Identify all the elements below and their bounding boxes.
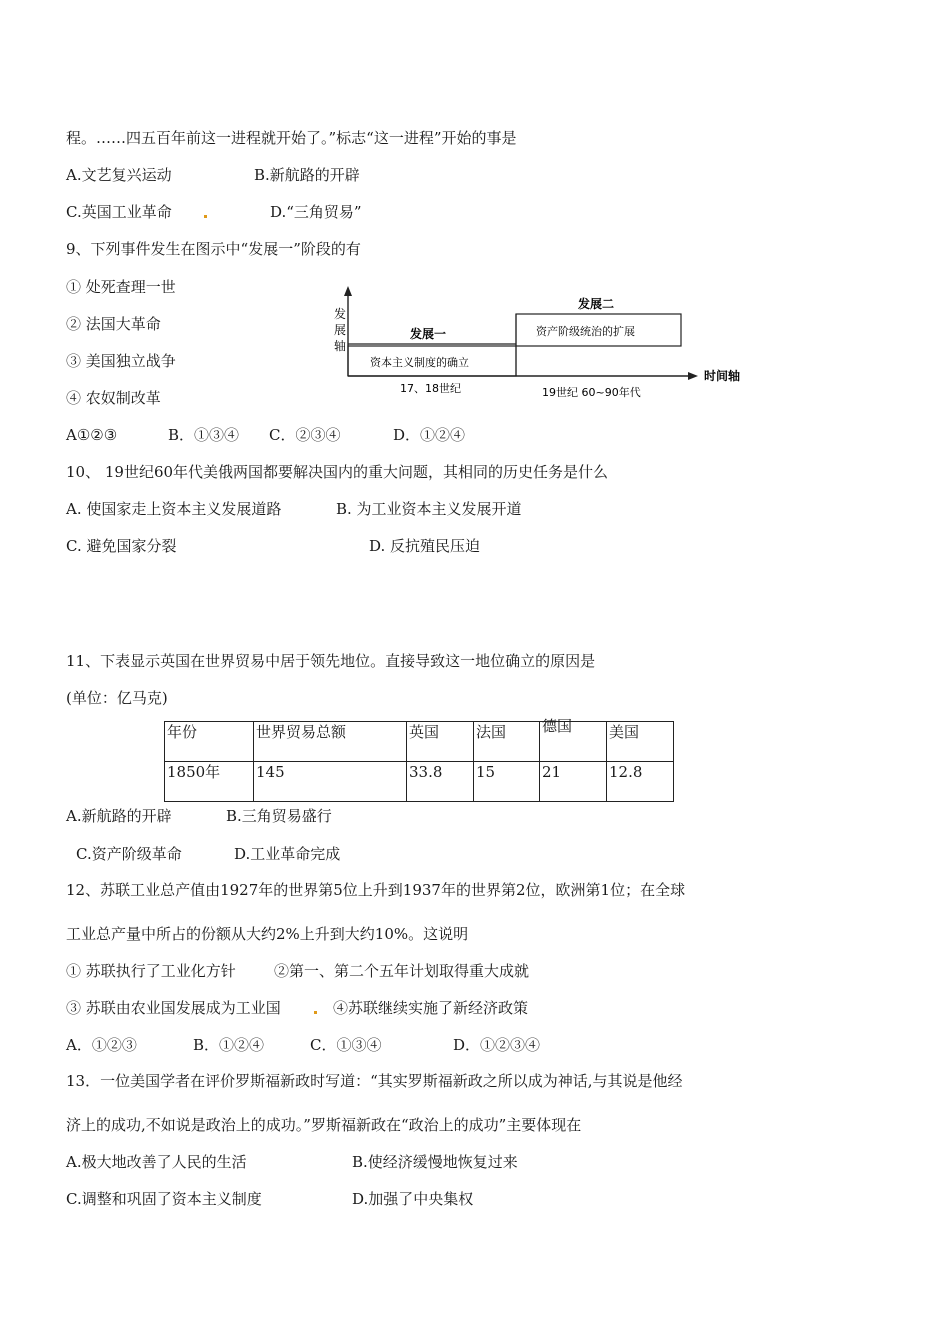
q12-item-2: ②第一、第二个五年计划取得重大成就 <box>274 962 530 980</box>
q12-answer-a: A．①②③ <box>66 1036 137 1054</box>
stray-mark <box>204 215 207 218</box>
trade-table <box>164 717 674 802</box>
q9-item-2: ② 法国大革命 <box>66 315 161 333</box>
q12-answer-d: D．①②③④ <box>453 1036 541 1054</box>
table-cell: 33.8 <box>407 762 474 802</box>
q12-answer-c: C．①③④ <box>310 1036 382 1054</box>
q10-option-a: A. 使国家走上资本主义发展道路 <box>66 500 282 518</box>
table-cell: 145 <box>254 762 407 802</box>
stage1-label: 发展一 <box>410 327 447 341</box>
q12-answer-b: B．①②④ <box>193 1036 265 1054</box>
q9-answer-c: C．②③④ <box>269 426 341 444</box>
q11-option-c: C.资产阶级革命 <box>76 845 182 863</box>
q10-option-c: C. 避免国家分裂 <box>66 537 177 555</box>
q8-option-b: B.新航路的开辟 <box>254 166 360 184</box>
table-header-row <box>165 722 674 762</box>
q8-option-d: D.“三角贸易” <box>270 203 362 221</box>
stage2-time: 19世纪 60~90年代 <box>542 386 641 399</box>
q9-item-1: ① 处死查理一世 <box>66 278 176 296</box>
q9-item-3: ③ 美国独立战争 <box>66 352 176 370</box>
table-header-cell: 美国 <box>607 722 674 762</box>
q10-stem: 10、 19世纪60年代美俄两国都要解决国内的重大问题，其相同的历史任务是什么 <box>66 463 609 481</box>
q12-stem-line2: 工业总产量中所占的份额从大约2%上升到大约10%。这说明 <box>66 925 469 943</box>
q9-item-4: ④ 农奴制改革 <box>66 389 161 407</box>
table-header-cell: 德国 <box>542 717 573 735</box>
q9-answer-d: D．①②④ <box>393 426 466 444</box>
q11-unit: (单位：亿马克) <box>66 689 168 707</box>
q13-stem-line1: 13．一位美国学者在评价罗斯福新政时写道：“其实罗斯福新政之所以成为神话,与其说是他经 <box>66 1072 683 1090</box>
q9-stem: 9、下列事件发生在图示中“发展一”阶段的有 <box>66 240 361 258</box>
q13-stem-line2: 济上的成功,不如说是政治上的成功。”罗斯福新政在“政治上的成功”主要体现在 <box>66 1116 582 1134</box>
q11-option-d: D.工业革命完成 <box>234 845 341 863</box>
q11-option-a: A.新航路的开辟 <box>66 807 172 825</box>
stage2-label: 发展二 <box>578 297 615 311</box>
table-header-cell: 法国 <box>474 722 540 762</box>
stage2-box-text: 资产阶级统治的扩展 <box>536 325 635 338</box>
q8-option-a: A.文艺复兴运动 <box>66 166 172 184</box>
stray-mark <box>314 1011 317 1014</box>
table-header-cell: 世界贸易总额 <box>254 722 407 762</box>
table-cell: 12.8 <box>607 762 674 802</box>
y-axis-arrow <box>344 286 352 296</box>
y-axis-label-1: 发 <box>334 307 347 321</box>
q11-option-b: B.三角贸易盛行 <box>226 807 332 825</box>
x-axis-label: 时间轴 <box>704 369 741 383</box>
table-cell: 15 <box>474 762 540 802</box>
q13-option-c: C.调整和巩固了资本主义制度 <box>66 1190 262 1208</box>
x-axis-arrow <box>688 372 698 380</box>
q8-option-c: C.英国工业革命 <box>66 203 172 221</box>
table-header-cell: 年份 <box>165 722 254 762</box>
q13-option-d: D.加强了中央集权 <box>352 1190 474 1208</box>
y-axis-label-3: 轴 <box>334 339 347 353</box>
table-header-cell: 英国 <box>407 722 474 762</box>
table-cell: 1850年 <box>165 762 254 802</box>
q10-option-d: D. 反抗殖民压迫 <box>369 537 481 555</box>
q13-option-b: B.使经济缓慢地恢复过来 <box>352 1153 518 1171</box>
stage1-time: 17、18世纪 <box>400 382 461 395</box>
q9-answer-a: A①②③ <box>66 426 118 444</box>
q10-option-b: B. 为工业资本主义发展开道 <box>336 500 522 518</box>
q12-stem-line1: 12、苏联工业总产值由1927年的世界第5位上升到1937年的世界第2位，欧洲第1位；在全球 <box>66 881 686 899</box>
q12-item-4: ④苏联继续实施了新经济政策 <box>333 999 529 1017</box>
table-row <box>165 762 674 802</box>
development-timeline-diagram <box>328 282 768 404</box>
q8-stem: 程。……四五百年前这一进程就开始了。”标志“这一进程”开始的事是 <box>66 129 517 147</box>
table-cell: 21 <box>540 762 607 802</box>
q9-answer-b: B．①③④ <box>168 426 240 444</box>
table-header-cell-wrap <box>540 717 607 762</box>
q13-option-a: A.极大地改善了人民的生活 <box>66 1153 247 1171</box>
stage1-box-text: 资本主义制度的确立 <box>370 356 469 369</box>
q11-stem: 11、下表显示英国在世界贸易中居于领先地位。直接导致这一地位确立的原因是 <box>66 652 596 670</box>
q12-item-3: ③ 苏联由农业国发展成为工业国 <box>66 999 281 1017</box>
q12-item-1: ① 苏联执行了工业化方针 <box>66 962 236 980</box>
y-axis-label-2: 展 <box>334 323 347 337</box>
